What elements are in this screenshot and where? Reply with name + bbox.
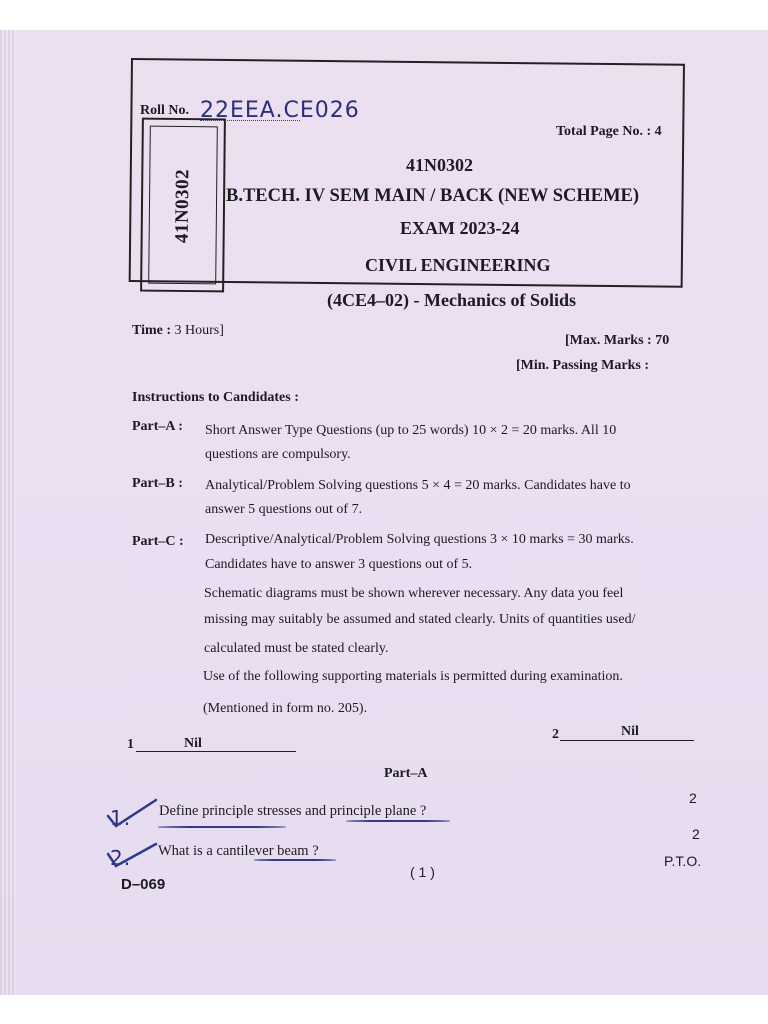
pto-label: P.T.O.	[664, 853, 702, 869]
material-1-value: Nil	[184, 736, 202, 751]
part-b-label: Part–B :	[132, 476, 183, 491]
question-2-number: 2.	[110, 846, 132, 870]
question-2-marks: 2	[692, 826, 700, 842]
pen-underline	[254, 859, 336, 861]
part-a-line2: questions are compulsory.	[205, 447, 351, 462]
min-passing-marks: [Min. Passing Marks :	[516, 358, 649, 373]
exam-title: B.TECH. IV SEM MAIN / BACK (NEW SCHEME)	[226, 186, 640, 206]
max-marks: [Max. Marks : 70	[565, 333, 670, 348]
side-code-box	[140, 118, 226, 293]
part-c-label: Part–C :	[132, 534, 184, 549]
note1-line2: missing may suitably be assumed and stated clearly. Units of quantities used/	[204, 612, 636, 627]
note2-line1: Use of the following supporting materials is permitted during examination.	[203, 669, 623, 684]
pen-tick-icon	[104, 796, 160, 830]
material-2-line	[560, 740, 694, 741]
time-value: 3 Hours]	[171, 323, 224, 338]
roll-number-handwritten: 22EEA.CE026	[200, 98, 360, 123]
stacked-page-edges	[0, 30, 16, 995]
side-code: 41N0302	[171, 168, 194, 244]
pen-underline	[158, 826, 286, 828]
footer-code: D–069	[121, 876, 166, 893]
note1-line3: calculated must be stated clearly.	[204, 641, 389, 656]
material-2-number: 2	[552, 727, 559, 742]
roll-label: Roll No.	[140, 103, 189, 118]
part-a-label: Part–A :	[132, 419, 183, 434]
exam-year: EXAM 2023-24	[400, 218, 520, 238]
material-1-line	[136, 751, 296, 752]
part-b-line2: answer 5 questions out of 7.	[205, 502, 363, 517]
branch-name: CIVIL ENGINEERING	[365, 255, 551, 275]
note2-line2: (Mentioned in form no. 205).	[203, 701, 368, 716]
pen-tick-icon	[104, 840, 160, 870]
question-2-text: What is a cantilever beam ?	[158, 843, 319, 859]
question-1-text: Define principle stresses and principle plane ?	[159, 803, 427, 819]
part-a-title: Part–A	[384, 766, 428, 781]
paper-code: 41N0302	[406, 155, 473, 175]
time-allowed	[132, 323, 224, 339]
part-c-line1: Descriptive/Analytical/Problem Solving questions 3 × 10 marks = 30 marks.	[205, 532, 634, 547]
question-1-number: 1.	[110, 806, 132, 830]
material-2-value: Nil	[621, 724, 639, 739]
page-number: ( 1 )	[410, 864, 435, 880]
time-label: Time :	[132, 323, 172, 338]
part-a-line1: Short Answer Type Questions (up to 25 words) 10 × 2 = 20 marks. All 10	[205, 423, 617, 438]
subject-name: (4CE4–02) - Mechanics of Solids	[327, 290, 576, 310]
note1-line1: Schematic diagrams must be shown wherever necessary. Any data you feel	[204, 586, 624, 601]
pen-underline	[346, 820, 450, 822]
question-1-marks: 2	[689, 790, 697, 806]
total-pages: Total Page No. : 4	[556, 124, 662, 139]
material-1-number: 1	[127, 737, 134, 752]
instructions-heading: Instructions to Candidates :	[132, 390, 299, 405]
part-b-line1: Analytical/Problem Solving questions 5 × 4 = 20 marks. Candidates have to	[205, 478, 631, 493]
part-c-line2: Candidates have to answer 3 questions out of 5.	[205, 557, 473, 572]
